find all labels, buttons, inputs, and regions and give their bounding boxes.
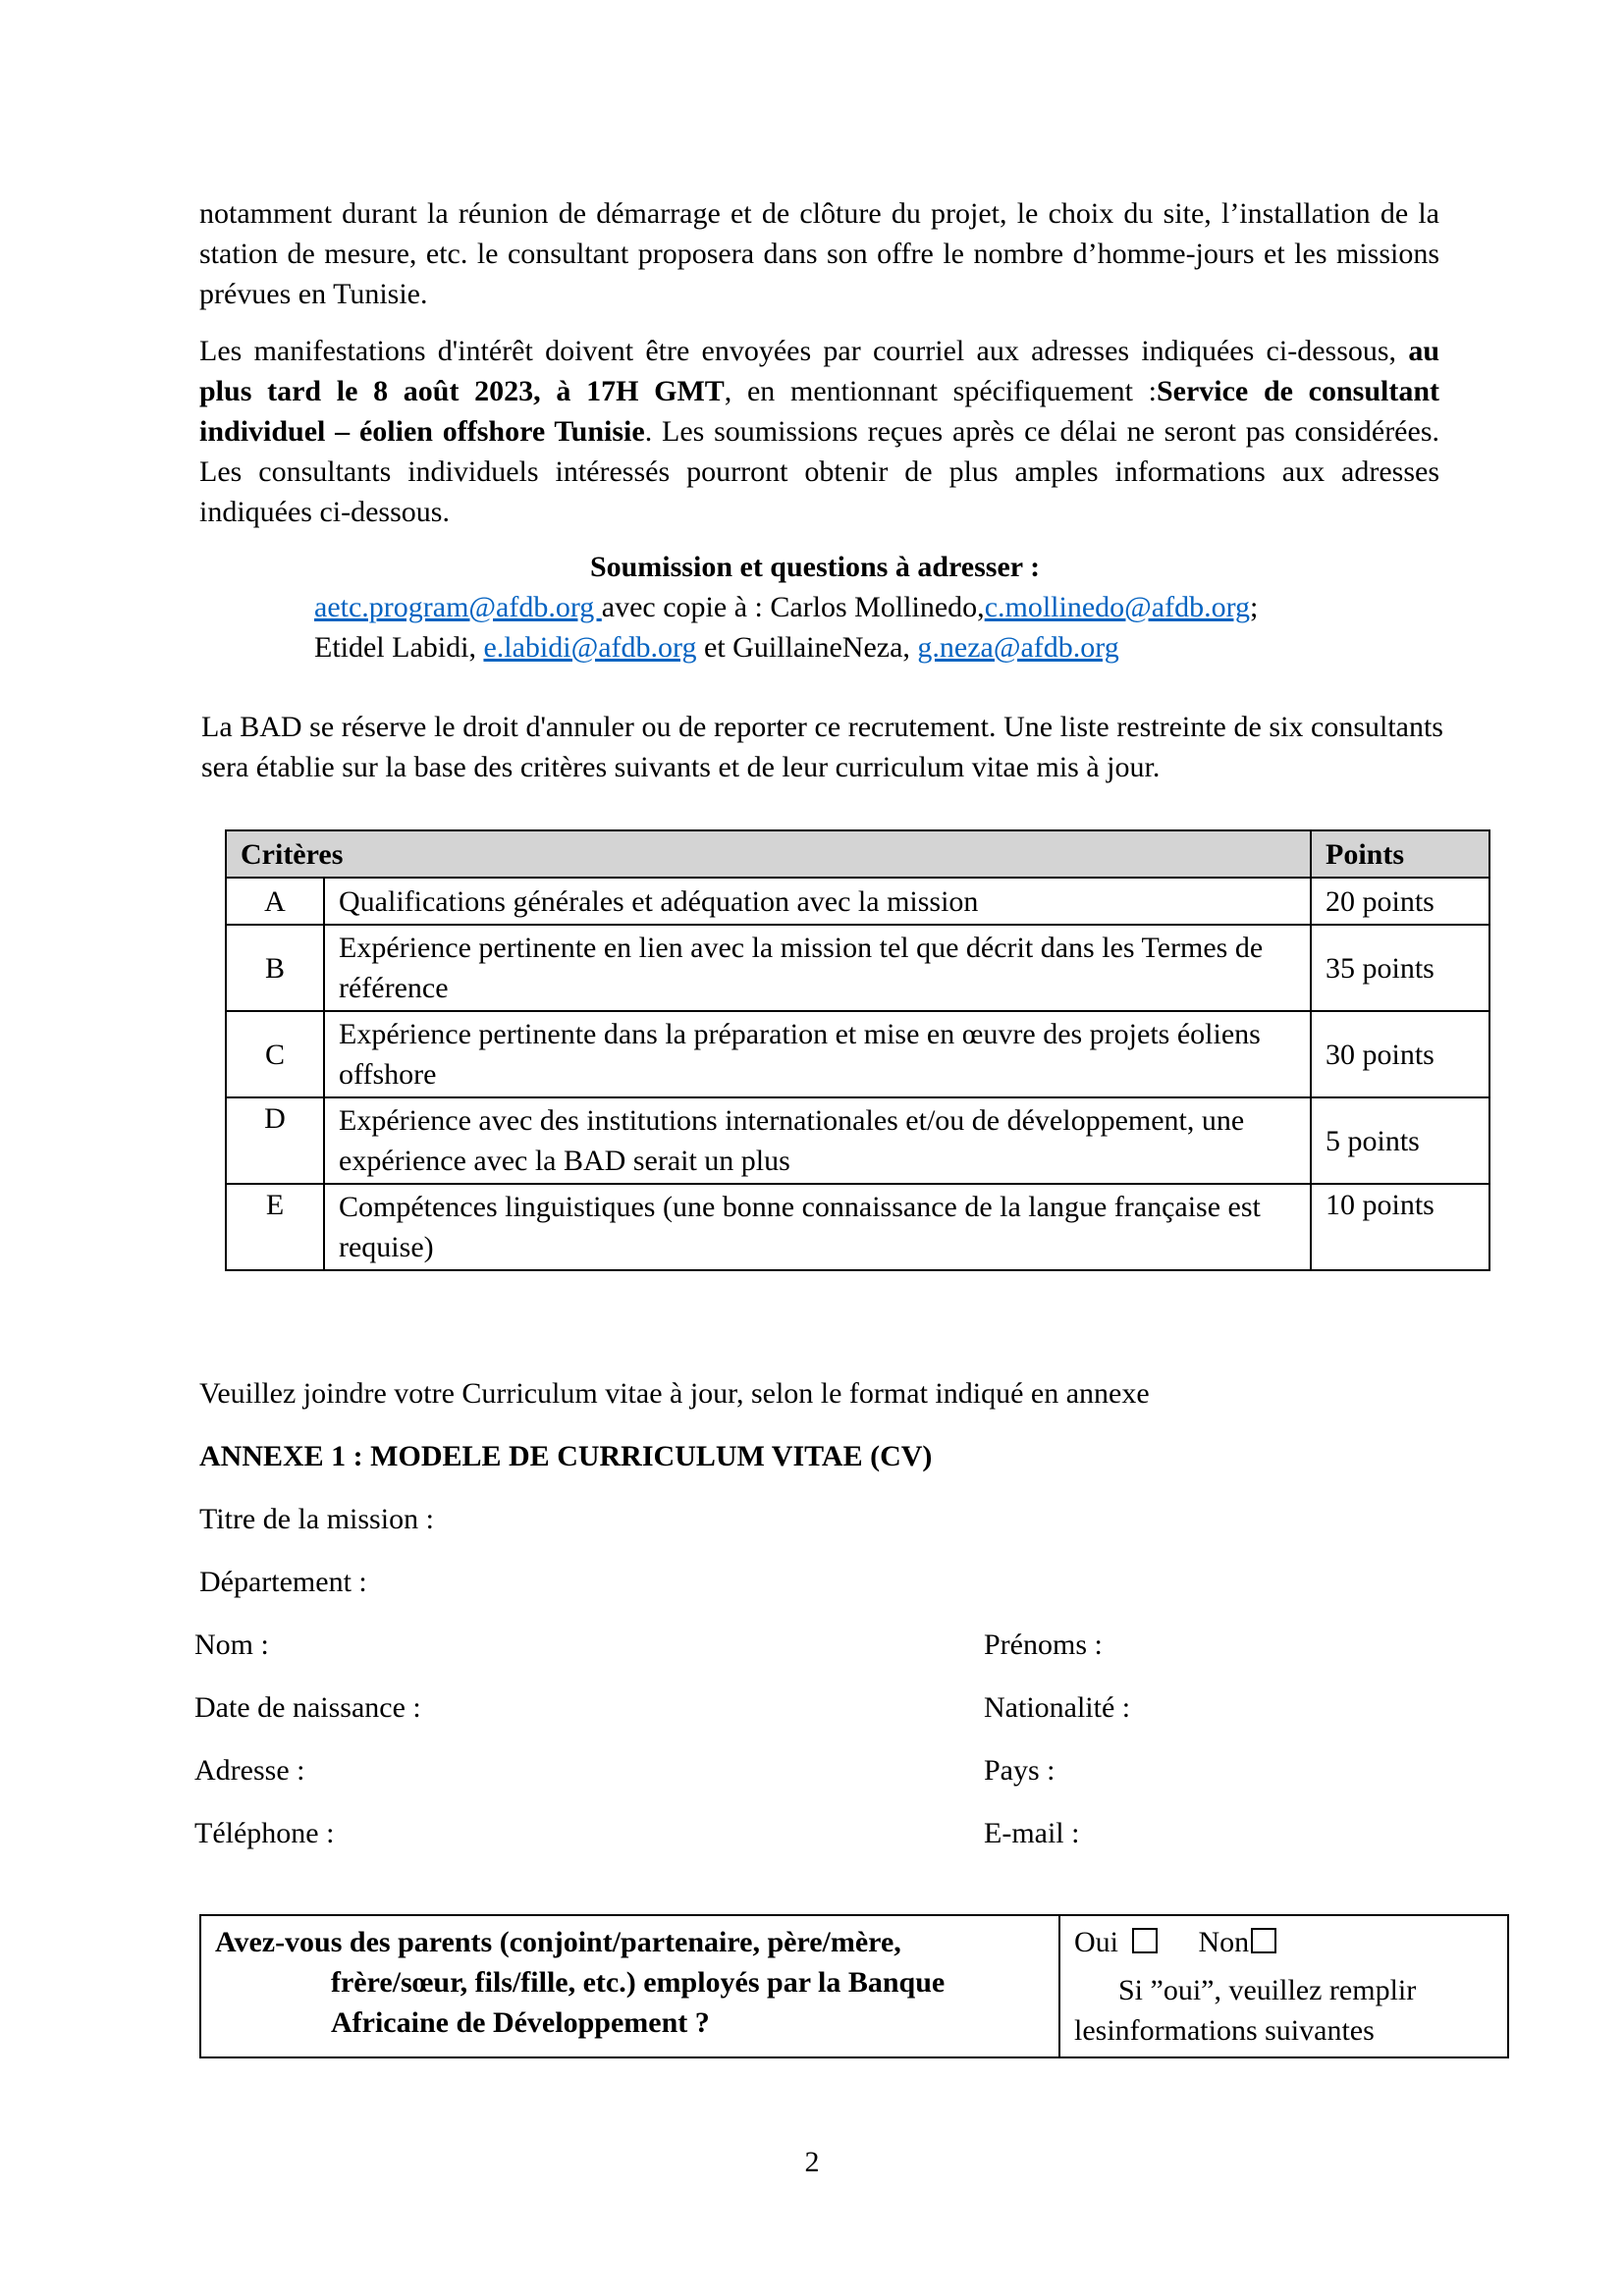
table-row [226,925,1489,1011]
intro-paragraph-1: notamment durant la réunion de démarrage et de clôture du projet, le choix du site, l’installation de la station de mesure, etc. le consultant proposera dans son offre le nombre d’homme-jours et les missions prévues en Tunisie. [199,197,1439,310]
criteria-header-row [226,830,1489,878]
deadline-text: au plus tard le 8 août 2023, à 17H GMT [199,335,1439,407]
relatives-question [200,1915,1059,2057]
points-header: Points [1311,830,1489,878]
department-label: Département : [199,1566,367,1598]
email-link-aetc[interactable]: aetc.program@afdb.org [314,591,602,623]
email-label: E-mail : [984,1817,1080,1849]
criteria-points: 20 points [1311,878,1489,925]
semicolon-text: ; [1250,591,1259,623]
criteria-description: Expérience pertinente en lien avec la mission tel que décrit dans les Termes de référence [324,925,1311,1011]
question-line-1: Avez-vous des parents (conjoint/partenaire, père/mère, [215,1926,901,1958]
para2-text-a: Les manifestations d'intérêt doivent être envoyées par courriel aux adresses indiquées ci-dessous, [199,335,1409,367]
criteria-points: 5 points [1311,1097,1489,1184]
question-line-3: Africaine de Développement ? [331,2006,710,2039]
table-row [226,878,1489,925]
criteria-points: 10 points [1311,1184,1489,1270]
criteria-letter: C [226,1011,324,1097]
criteria-letter: D [226,1097,324,1184]
relatives-row [200,1915,1508,2057]
relatives-answer [1059,1915,1508,2057]
birth-date-label: Date de naissance : [194,1691,421,1724]
criteria-letter: B [226,925,324,1011]
mission-title-label: Titre de la mission : [199,1503,434,1535]
table-row [226,1097,1489,1184]
question-line-2: frère/sœur, fils/fille, etc.) employés par la Banque [331,1966,946,1999]
table-row [226,1011,1489,1097]
table-row [226,1184,1489,1270]
shortlist-paragraph: La BAD se réserve le droit d'annuler ou de reporter ce recrutement. Une liste restreinte de six consultants sera établie sur la base des critères suivants et de leur curriculum vitae mis à jour. [201,711,1443,783]
nom-label: Nom : [194,1629,269,1661]
instruction-line-2: lesinformations suivantes [1074,2014,1375,2047]
annex-title: ANNEXE 1 : MODELE DE CURRICULUM VITAE (CV) [199,1440,933,1472]
nationality-label: Nationalité : [984,1691,1131,1724]
neza-text: et GuillaineNeza, [696,631,918,664]
subject-text: Service de consultant individuel – éolien offshore Tunisie [199,375,1440,448]
intro-paragraph-2 [199,331,1439,532]
criteria-letter: A [226,878,324,925]
non-checkbox[interactable] [1251,1928,1276,1953]
cv-note: Veuillez joindre votre Curriculum vitae à jour, selon le format indiqué en annexe [199,1377,1150,1410]
criteria-description: Compétences linguistiques (une bonne connaissance de la langue française est requise) [324,1184,1311,1270]
relatives-table [199,1914,1509,2058]
copy-text: avec copie à : Carlos Mollinedo, [601,591,985,623]
page-number: 2 [804,2146,820,2178]
criteria-letter: E [226,1184,324,1270]
criteria-description: Expérience pertinente dans la préparation et mise en œuvre des projets éoliens offshore [324,1011,1311,1097]
email-link-neza[interactable]: g.neza@afdb.org [917,631,1119,664]
instruction-line-1: Si ”oui”, veuillez remplir [1118,1974,1417,2006]
labidi-text: Etidel Labidi, [314,631,484,664]
criteria-table [225,829,1490,1271]
country-label: Pays : [984,1754,1056,1787]
criteria-description: Expérience avec des institutions internationales et/ou de développement, une expérience avec la BAD serait un plus [324,1097,1311,1184]
submission-line-2 [314,627,1434,667]
phone-label: Téléphone : [194,1817,335,1849]
criteria-description: Qualifications générales et adéquation avec la mission [324,878,1311,925]
email-link-mollinedo[interactable]: c.mollinedo@afdb.org [984,591,1251,623]
submission-block [314,547,1434,667]
criteria-points: 35 points [1311,925,1489,1011]
oui-label: Oui [1074,1926,1118,1958]
para2-text-b: , en mentionnant spécifiquement : [724,375,1157,407]
address-label: Adresse : [194,1754,305,1787]
criteria-points: 30 points [1311,1011,1489,1097]
criteria-header: Critères [226,830,1311,878]
oui-checkbox[interactable] [1132,1928,1158,1953]
prenoms-label: Prénoms : [984,1629,1103,1661]
non-label: Non [1198,1926,1250,1958]
submission-line-1 [314,587,1434,627]
submission-heading: Soumission et questions à adresser : [589,551,1041,583]
answer-options [1074,1922,1493,1962]
email-link-labidi[interactable]: e.labidi@afdb.org [483,631,697,664]
para2-text-c: . Les soumissions reçues après ce délai ne seront pas considérées. Les consultants individuels intéressés pourront obtenir de plus amples informations aux adresses indiquées ci-dessous. [199,415,1439,528]
